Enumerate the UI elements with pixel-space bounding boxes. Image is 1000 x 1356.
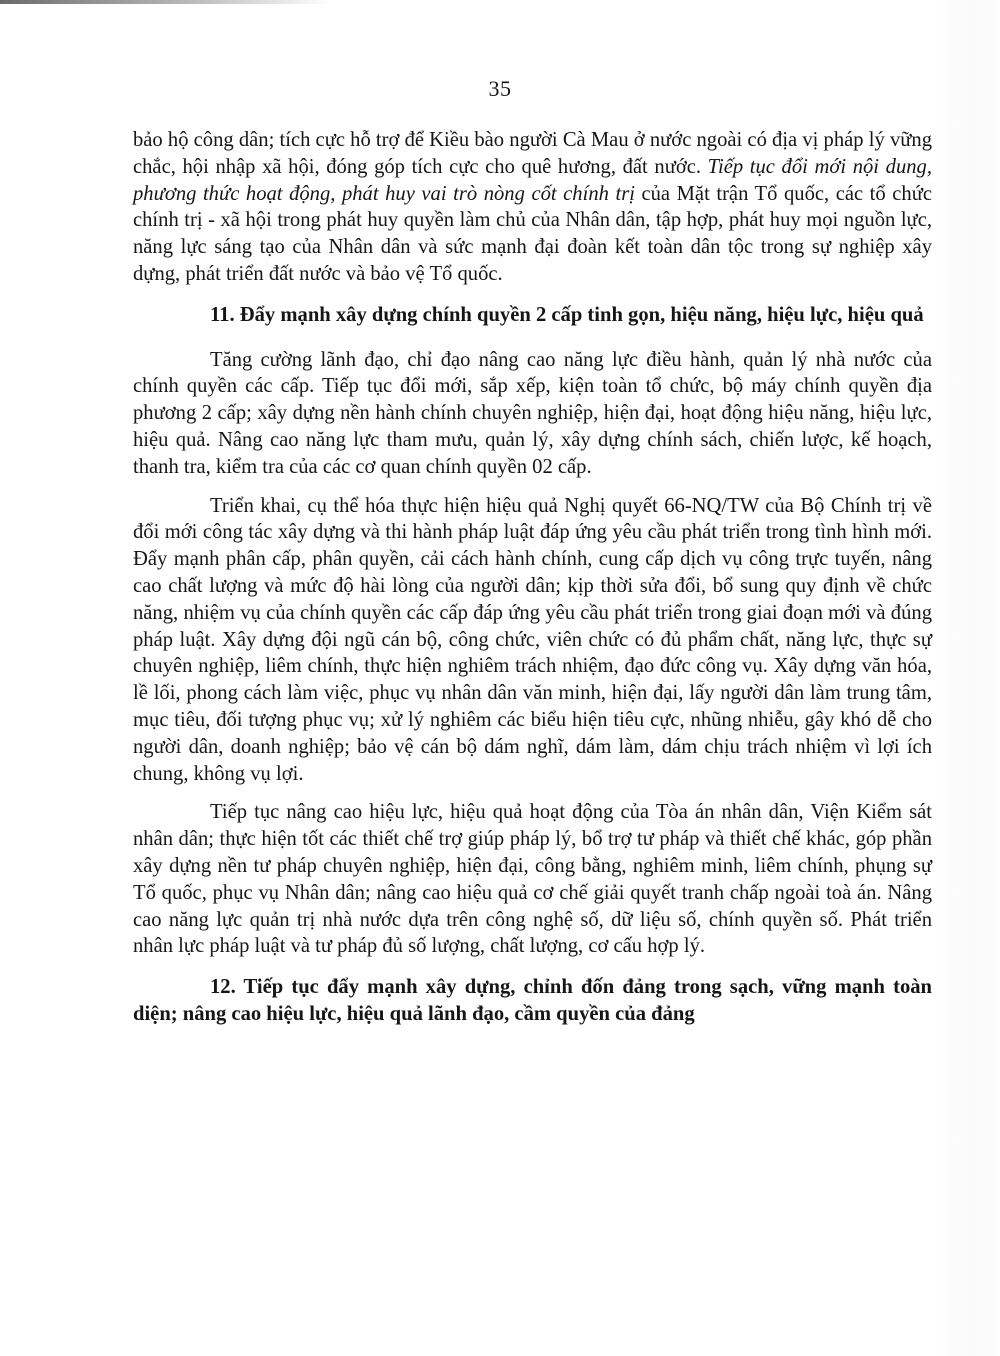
section-heading-12: 12. Tiếp tục đẩy mạnh xây dựng, chỉnh đốn đảng trong sạch, vững mạnh toàn diện; nâng cao hiệu lực, hiệu quả lãnh đạo, cầm quyền của đảng: [133, 976, 932, 1025]
paragraph-continuation: [133, 127, 932, 288]
scan-edge-shadow: [0, 0, 330, 4]
paragraph-text: của Mặt trận Tổ quốc, các tổ chức chính trị - xã hội trong phát huy quyền làm chủ của Nhân dân, tập hợp, phát huy mọi nguồn lực, năng lực sáng tạo của Nhân dân và sức mạnh đại đoàn kết toàn dân tộc trong sự nghiệp xây dựng, phát triển đất nước và bảo vệ Tổ quốc.: [133, 182, 932, 285]
paragraph-judiciary: Tiếp tục nâng cao hiệu lực, hiệu quả hoạt động của Tòa án nhân dân, Viện Kiểm sát nhân dân; thực hiện tốt các thiết chế trợ giúp pháp lý, bổ trợ tư pháp và thiết chế khác, góp phần xây dựng nền tư pháp chuyên nghiệp, hiện đại, công bằng, nghiêm minh, liêm chính, phụng sự Tổ quốc, phục vụ Nhân dân; nâng cao hiệu quả cơ chế giải quyết tranh chấp ngoài toà án. Nâng cao năng lực quản trị nhà nước dựa trên công nghệ số, dữ liệu số, chính quyền số. Phát triển nhân lực pháp luật và tư pháp đủ số lượng, chất lượng, cơ cấu hợp lý.: [133, 801, 932, 958]
document-body: [133, 127, 932, 1028]
paragraph-resolution-66: Triển khai, cụ thể hóa thực hiện hiệu quả Nghị quyết 66-NQ/TW của Bộ Chính trị về đổi mới công tác xây dựng và thi hành pháp luật đáp ứng yêu cầu phát triển trong tình hình mới. Đẩy mạnh phân cấp, phân quyền, cải cách hành chính, cung cấp dịch vụ công trực tuyến, nâng cao chất lượng và mức độ hài lòng của người dân; kịp thời sửa đổi, bổ sung quy định về chức năng, nhiệm vụ của chính quyền các cấp đáp ứng yêu cầu phát triển trong giai đoạn mới và đúng pháp luật. Xây dựng đội ngũ cán bộ, công chức, viên chức có đủ phẩm chất, năng lực, thực sự chuyên nghiệp, liêm chính, thực hiện nghiêm trách nhiệm, đạo đức công vụ. Xây dựng văn hóa, lề lối, phong cách làm việc, phục vụ nhân dân văn minh, hiện đại, lấy người dân làm trung tâm, mục tiêu, đối tượng phục vụ; xử lý nghiêm các biểu hiện tiêu cực, nhũng nhiễu, gây khó dễ cho người dân, doanh nghiệp; bảo vệ cán bộ dám nghĩ, dám làm, dám chịu trách nhiệm vì lợi ích chung, không vụ lợi.: [133, 494, 932, 785]
page-number: 35: [488, 76, 512, 101]
section-heading-11: 11. Đẩy mạnh xây dựng chính quyền 2 cấp tinh gọn, hiệu năng, hiệu lực, hiệu quả: [210, 303, 924, 326]
paragraph-text: bảo hộ công dân; tích cực hỗ trợ để Kiều bào người Cà Mau ở nước ngoài có địa vị pháp lý vững chắc, hội nhập xã hội, đóng góp tích cực cho quê hương, đất nước.: [133, 129, 932, 178]
italic-emphasis: Tiếp tục đổi mới nội dung, phương thức hoạt động, phát huy vai trò nòng cốt chính trị: [133, 155, 932, 205]
paragraph-governance: Tăng cường lãnh đạo, chỉ đạo nâng cao năng lực điều hành, quản lý nhà nước của chính quyền các cấp. Tiếp tục đổi mới, sắp xếp, kiện toàn tổ chức, bộ máy chính quyền địa phương 2 cấp; xây dựng nền hành chính chuyên nghiệp, hiện đại, hoạt động hiệu năng, hiệu lực, hiệu quả. Nâng cao năng lực tham mưu, quản lý, xây dựng chính sách, chiến lược, kế hoạch, thanh tra, kiểm tra của các cơ quan chính quyền 02 cấp.: [133, 348, 932, 478]
scan-margin-shade: [940, 0, 1000, 1356]
